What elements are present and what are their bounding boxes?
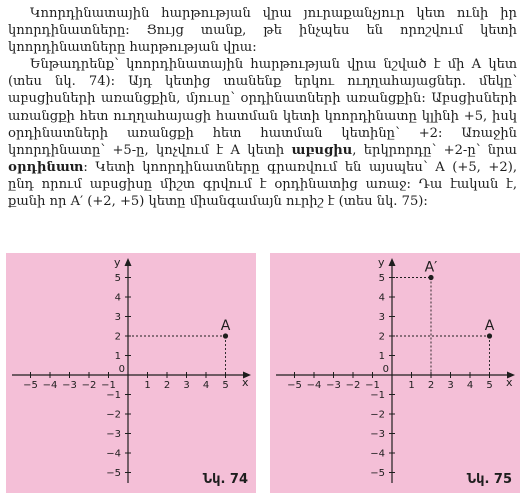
explanation-part-2: , երկրորդը՝ +2-ը՝ նրա <box>352 142 517 158</box>
y-tick-label: 4 <box>114 292 121 304</box>
y-tick-label: −2 <box>370 409 385 421</box>
x-tick-label: 2 <box>427 380 435 391</box>
y-tick-label: −4 <box>370 448 385 460</box>
x-axis-name: x <box>242 376 249 389</box>
explanation-part-1: Ենթադրենք՝ կոորդինատային հարթության վրա նշված է մի A կետ (տես նկ. 74)։ Այդ կետից տանենք երկու ուղղահայացներ. մեկը՝ աբսցիսների առանցքին, մյուսը՝ օրդինատների առանցքին։ Աբսցիսների առանցքի հետ ուղղահայացի հատման կետի կոորդինատը կլինի +5, իսկ օրդինատների առանցքի հետ հատման կետինը՝ +2։ Առաջին կոորդինատը՝ +5-ը, կոչվում է A կետի <box>8 57 517 158</box>
coordinate-plane <box>6 253 256 493</box>
y-axis-name: y <box>114 256 121 269</box>
coordinate-plane <box>270 253 520 493</box>
x-tick-label: −1 <box>101 380 116 391</box>
figure-caption: Նկ. 74 <box>202 472 248 487</box>
explanation-part-3: ։ Կետի կոորդինատները գրառվում են այսպես՝ A (+5, +2), ընդ որում աբսցիսը միշտ գրվում է օրդինատից առաջ։ Դա էական է, քանի որ A′ (+2, +5) կետը միանգամայն ուրիշ է (տես նկ. 75)։ <box>8 159 517 210</box>
y-tick-label: −5 <box>106 468 121 479</box>
point-label: A <box>484 318 495 334</box>
x-tick-label: 4 <box>202 380 210 391</box>
point-label: A′ <box>424 259 438 276</box>
figure-caption: Նկ. 75 <box>466 472 512 487</box>
y-tick-label: 5 <box>114 273 121 284</box>
point-label: A <box>220 318 231 334</box>
y-axis-arrow <box>125 258 132 266</box>
x-tick-label: −2 <box>81 380 97 391</box>
y-tick-label: −3 <box>106 429 121 440</box>
x-tick-label: −4 <box>306 380 322 391</box>
origin-label: 0 <box>382 364 389 375</box>
x-tick-label: 4 <box>466 380 474 391</box>
x-tick-label: 5 <box>222 380 229 391</box>
paragraph-explanation <box>8 56 517 210</box>
y-tick-label: 2 <box>378 331 385 343</box>
x-tick-label: 2 <box>163 380 171 391</box>
figure-74 <box>6 253 256 493</box>
y-tick-label: 3 <box>114 312 121 323</box>
y-tick-label: −4 <box>106 448 121 460</box>
y-tick-label: 3 <box>378 312 385 323</box>
y-tick-label: −1 <box>370 390 385 401</box>
y-tick-label: 1 <box>378 351 385 362</box>
x-tick-label: −5 <box>23 380 38 391</box>
term-ordinate: օրդինատ <box>8 159 84 175</box>
paragraph-intro <box>8 5 517 56</box>
x-tick-label: 1 <box>144 380 151 391</box>
y-tick-label: 4 <box>378 292 385 304</box>
x-tick-label: −2 <box>345 380 361 391</box>
x-tick-label: −1 <box>365 380 380 391</box>
y-axis-name: y <box>378 256 385 269</box>
x-tick-label: −3 <box>62 380 77 391</box>
paragraph-intro-text: Կոորդինատային հարթության վրա յուրաքանչյուր կետ ունի իր կոորդինատները։ Ցույց տանք, թե ինչպես են որոշվում կետի կոորդինատները հարթության վրա։ <box>8 6 517 56</box>
term-abscissa: աբսցիս <box>291 142 353 158</box>
x-tick-label: 3 <box>183 380 190 391</box>
x-tick-label: −3 <box>326 380 341 391</box>
figure-75 <box>270 253 520 493</box>
y-tick-label: −5 <box>370 468 385 479</box>
y-tick-label: −1 <box>106 390 121 401</box>
y-tick-label: 2 <box>114 331 121 343</box>
x-tick-label: 3 <box>447 380 454 391</box>
x-tick-label: 5 <box>486 380 493 391</box>
point-marker <box>223 333 228 338</box>
x-tick-label: −5 <box>287 380 302 391</box>
x-axis-name: x <box>506 376 513 389</box>
origin-label: 0 <box>118 364 125 375</box>
point-marker <box>487 333 492 338</box>
y-tick-label: −3 <box>370 429 385 440</box>
y-axis-arrow <box>389 258 396 266</box>
point-marker <box>428 275 433 280</box>
x-tick-label: 1 <box>408 380 415 391</box>
body-text <box>8 5 517 210</box>
y-tick-label: 5 <box>378 273 385 284</box>
y-tick-label: 1 <box>114 351 121 362</box>
y-tick-label: −2 <box>106 409 121 421</box>
x-tick-label: −4 <box>42 380 58 391</box>
